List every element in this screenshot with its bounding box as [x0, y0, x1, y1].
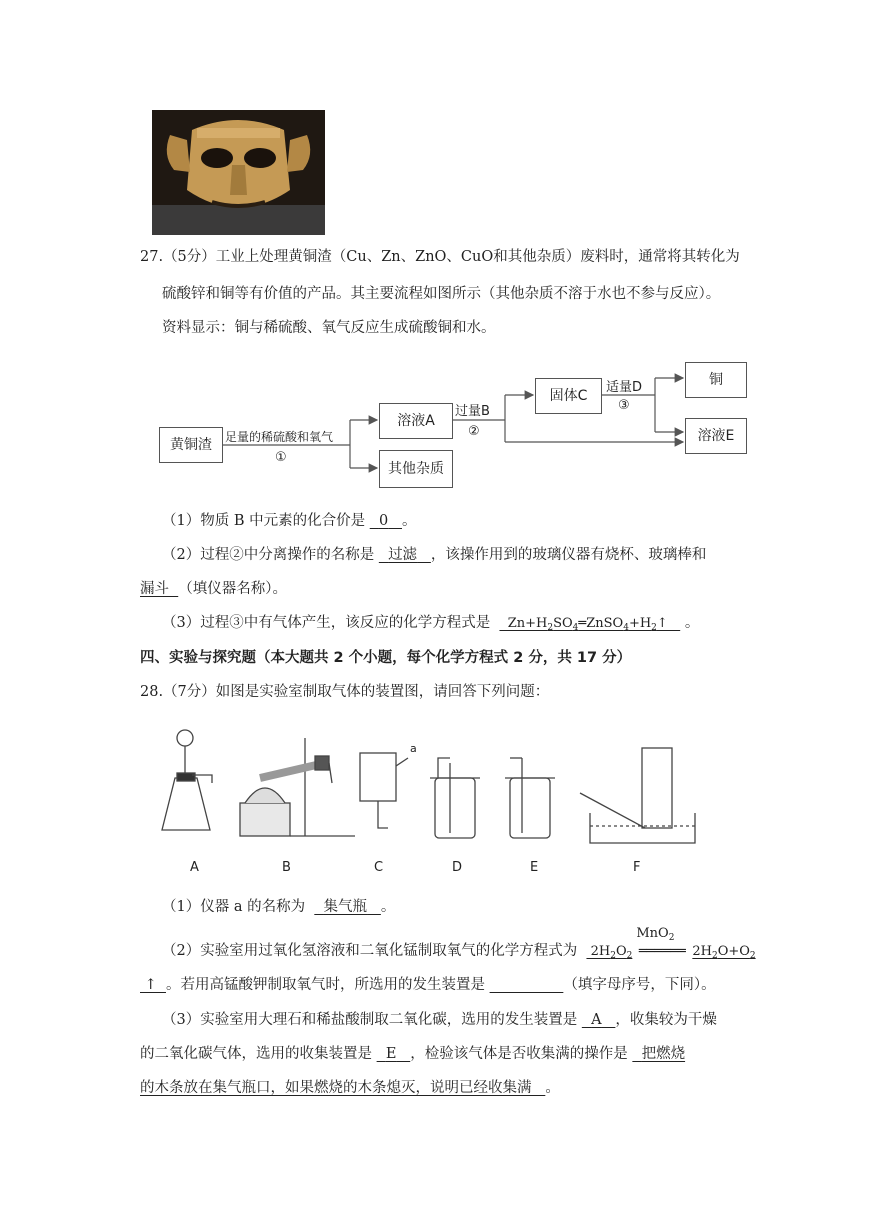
q28-sub3: （3）实验室用大理石和稀盐酸制取二氧化碳，选用的发生装置是 A ，收集较为干燥: [162, 1012, 717, 1028]
flow-box-solid-c: 固体C: [535, 378, 602, 414]
flow-step2-label: 过量B: [455, 404, 490, 419]
flow-step2-num: ②: [468, 424, 480, 439]
q27-sub1-text: （1）物质 B 中元素的化合价是: [162, 513, 366, 529]
q28-sub1-answer: 集气瓶: [323, 899, 368, 915]
flow-step1-label: 足量的稀硫酸和氧气: [225, 430, 334, 444]
q28-sub2-blank: [490, 977, 564, 993]
q27-sub3: （3）过程③中有气体产生，该反应的化学方程式是 $Zn+H_2SO_4═ZnSO_4+H_2↑$ 。: [162, 615, 700, 633]
q28-sub1: （1）仪器 a 的名称为 集气瓶 。: [162, 899, 396, 915]
q28-sub3-line3: 的木条放在集气瓶口，如果燃烧的木条熄灭，说明已经收集满 。: [140, 1080, 560, 1096]
q28-sub3-answer3a: 把燃烧: [641, 1046, 686, 1062]
q28-sub3-answer3b: 的木条放在集气瓶口，如果燃烧的木条熄灭，说明已经收集满: [140, 1080, 532, 1096]
apparatus-label-e: E: [530, 860, 539, 875]
q27-stem-line1: 27.（5分）工业上处理黄铜渣（Cu、Zn、ZnO、CuO和其他杂质）废料时，通常将其转化为: [140, 249, 740, 265]
q27-sub1-answer: 0: [378, 513, 389, 529]
q28-sub3-answer1: A: [591, 1012, 602, 1028]
apparatus-label-a: A: [190, 860, 199, 875]
instrument-a-mark: a: [410, 742, 417, 755]
apparatus-label-b: B: [282, 860, 291, 875]
section-heading: 四、实验与探究题（本大题共 2 个小题，每个化学方程式 2 分，共 17 分）: [140, 650, 632, 666]
q27-info: 资料显示：铜与稀硫酸、氧气反应生成硫酸铜和水。: [162, 320, 496, 336]
bronze-mask-image: [152, 110, 325, 235]
q28-sub2: （2）实验室用过氧化氢溶液和二氧化锰制取氧气的化学方程式为 $2H_2O_2$ MnO$_2$ ══════ $2H_2O+O_2$: [162, 926, 756, 961]
q28-stem: 28.（7分）如图是实验室制取气体的装置图，请回答下列问题：: [140, 684, 550, 700]
q28-sub2-cont: ↑ 。若用高锰酸钾制取氧气时，所选用的发生装置是 （填字母序号，下同）。: [140, 977, 716, 993]
flow-step3-label: 适量D: [606, 380, 643, 395]
q28-sub3-line2: 的二氧化碳气体，选用的收集装置是 E ，检验该气体是否收集满的操作是 把燃烧: [140, 1046, 686, 1062]
q27-sub2-cont: 漏斗 （填仪器名称）。: [140, 581, 287, 597]
q28-sub2-equation: $2H_2O_2$ MnO$_2$ ══════ $2H_2O+O_2$: [586, 926, 756, 961]
apparatus-figure: [150, 718, 710, 883]
flow-box-solution-e: 溶液E: [685, 418, 747, 454]
q27-stem-line2: 硫酸锌和铜等有价值的产品。其主要流程如图所示（其他杂质不溶于水也不参与反应）。: [162, 286, 721, 302]
apparatus-label-d: D: [452, 860, 463, 875]
catalyst-label: MnO$_2$: [636, 926, 675, 943]
process-flow-diagram: [155, 360, 755, 495]
q27-sub3-equation: $Zn+H_2SO_4═ZnSO_4+H_2↑$: [499, 616, 681, 633]
q27-sub1: （1）物质 B 中元素的化合价是 0 。: [162, 513, 417, 529]
q27-sub2-answer: 过滤: [388, 547, 418, 563]
q28-sub2-arrow: ↑: [140, 977, 166, 993]
flow-box-solution-a: 溶液A: [379, 403, 453, 439]
q27-sub2-answer2: 漏斗: [140, 581, 169, 597]
apparatus-label-c: C: [374, 860, 384, 875]
flow-box-copper: 铜: [685, 362, 747, 398]
flow-step1-num: ①: [275, 450, 287, 465]
q27-sub2: （2）过程②中分离操作的名称是 过滤 ，该操作用到的玻璃仪器有烧杯、玻璃棒和: [162, 547, 707, 563]
flow-step3-num: ③: [618, 398, 630, 413]
q28-sub3-answer2: E: [385, 1046, 397, 1062]
flow-box-other: 其他杂质: [379, 450, 453, 488]
apparatus-label-f: F: [633, 860, 641, 875]
flow-box-start: 黄铜渣: [159, 427, 223, 463]
